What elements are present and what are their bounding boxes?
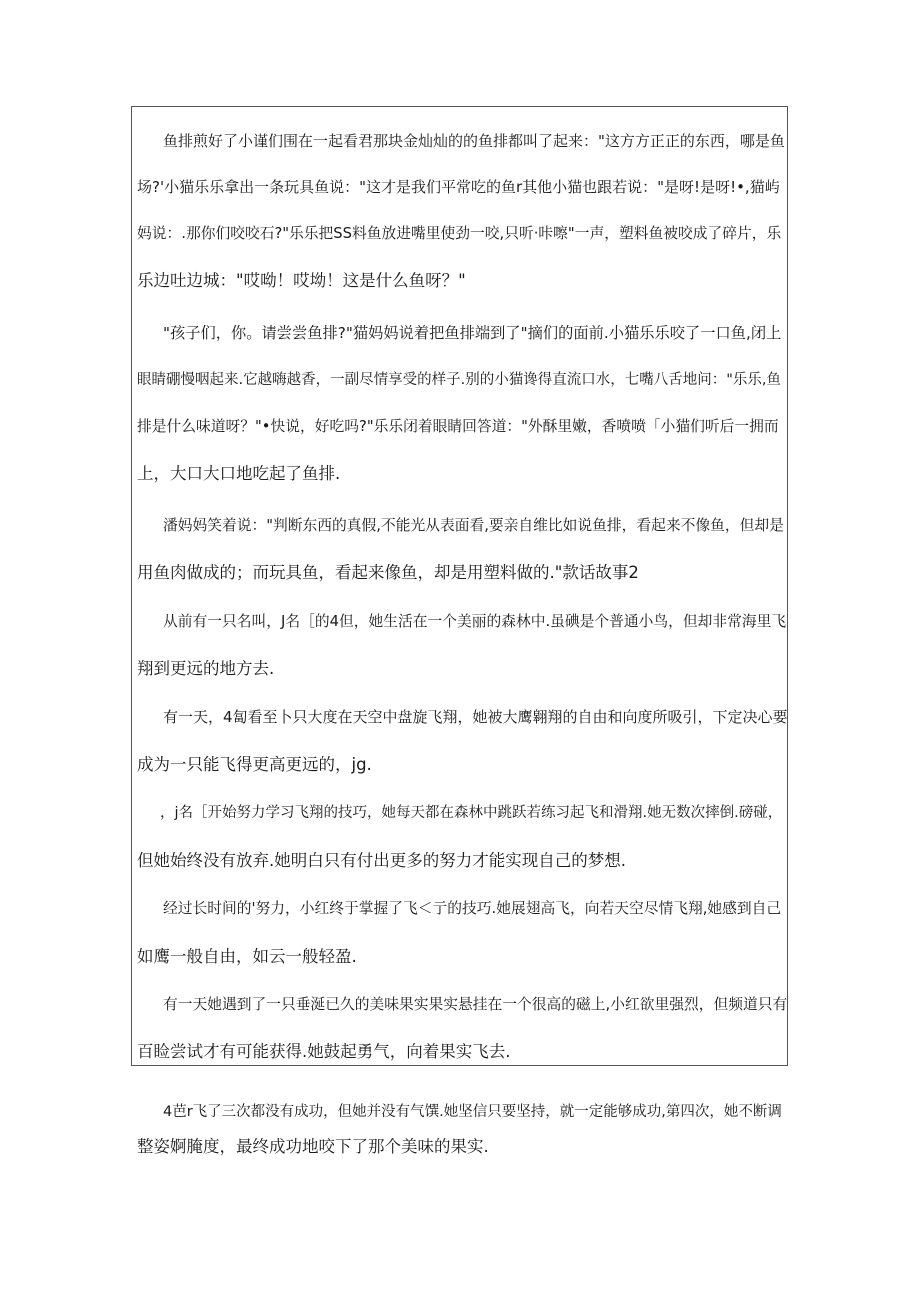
text-line: 但她始终没有放弃.她明白只有付出更多的努力才能实现自己的梦想. — [137, 851, 626, 870]
text-line: 有一天她遇到了一只垂涎已久的美味果实果实悬挂在一个很高的磁上,小红欲里强烈，但频道只有 — [163, 996, 788, 1013]
text-line: 整姿婀腌度，最终成功地咬下了那个美味的果实. — [137, 1137, 489, 1156]
text-line: 上，大口大口地吃起了鱼排. — [137, 464, 341, 483]
text-line: 从前有一只名叫，J名［的4但，她生活在一个美丽的森林中.虽碘是个普通小鸟，但却非常海里飞 — [163, 613, 787, 630]
text-line: 百睑尝试才有可能获得.她鼓起勇气，向着果实飞去. — [137, 1042, 511, 1061]
text-frame — [131, 106, 788, 1066]
text-line: 翔到更远的地方去. — [137, 659, 275, 678]
text-line: 4芭r飞了三次都没有成功，但她并没有气馔.她坚信只要坚持，就一定能够成功,第四次，她不断调 — [163, 1104, 782, 1120]
text-line: 潘妈妈笑着说："判断东西的真假,不能光从表面看,要亲自维比如说鱼排，看起来不像鱼，但却是 — [163, 517, 784, 534]
text-line: 鱼排煎好了小谨们围在一起看君那块金灿灿的的鱼排都叫了起来："这方方正正的东西，哪是鱼 — [163, 132, 785, 150]
text-line: 如鹰一般自由，如云一般轻盈. — [137, 947, 357, 966]
text-line: ，j名［开始努力学习飞翔的技巧，她每天都在森林中跳跃若练习起飞和滑翔.她无数次摔倒.磅碰， — [160, 805, 783, 821]
text-line: 场?'小猫乐乐拿出一条玩具鱼说："这才是我们平常吃的鱼r其他小猫也跟若说："是呀!是呀!•,猫屿 — [137, 178, 780, 196]
text-line: 眼睛硼慢咽起来.它越嗨越香，一副尽情享受的样子.别的小猫谗得直流口水，七嘴八舌地问："乐乐,鱼 — [137, 372, 781, 388]
text-line: "孩子们，你。请尝尝鱼排?"猫妈妈说着把鱼排端到了"摘们的面前.小猫乐乐咬了一口鱼,闭上 — [163, 324, 782, 342]
text-line: 乐边吐边城："哎呦！哎坳！这是什么鱼呀？" — [137, 271, 466, 290]
text-line: 经过长时间的'努力，小红终于掌握了飞＜亍的技巧.她展翅高飞，向若天空尽情飞翔,她感到自己 — [163, 900, 782, 917]
text-line: 妈说：.那你们咬咬石?"乐乐把SS料鱼放进嘴里使劲一咬,只听·咔嚓"一声，塑料鱼被咬成了碎片，乐 — [137, 225, 782, 242]
text-line: 用鱼肉做成的；而玩具鱼，看起来像鱼，却是用塑料做的."款话故事2 — [137, 563, 639, 582]
text-line: 有一天，4匐看至卜只大度在天空中盘旋飞翔，她被大鹰翱翔的自由和向度所吸引，下定决心要 — [163, 708, 788, 726]
text-line: 成为一只能飞得更高更远的，jg. — [137, 755, 372, 774]
text-line: 排是什么味道呀？"•快说，好吃吗?"乐乐闭着眼睛回答道："外酥里嫩，香喷喷「小猫们听后一拥而 — [137, 418, 779, 435]
